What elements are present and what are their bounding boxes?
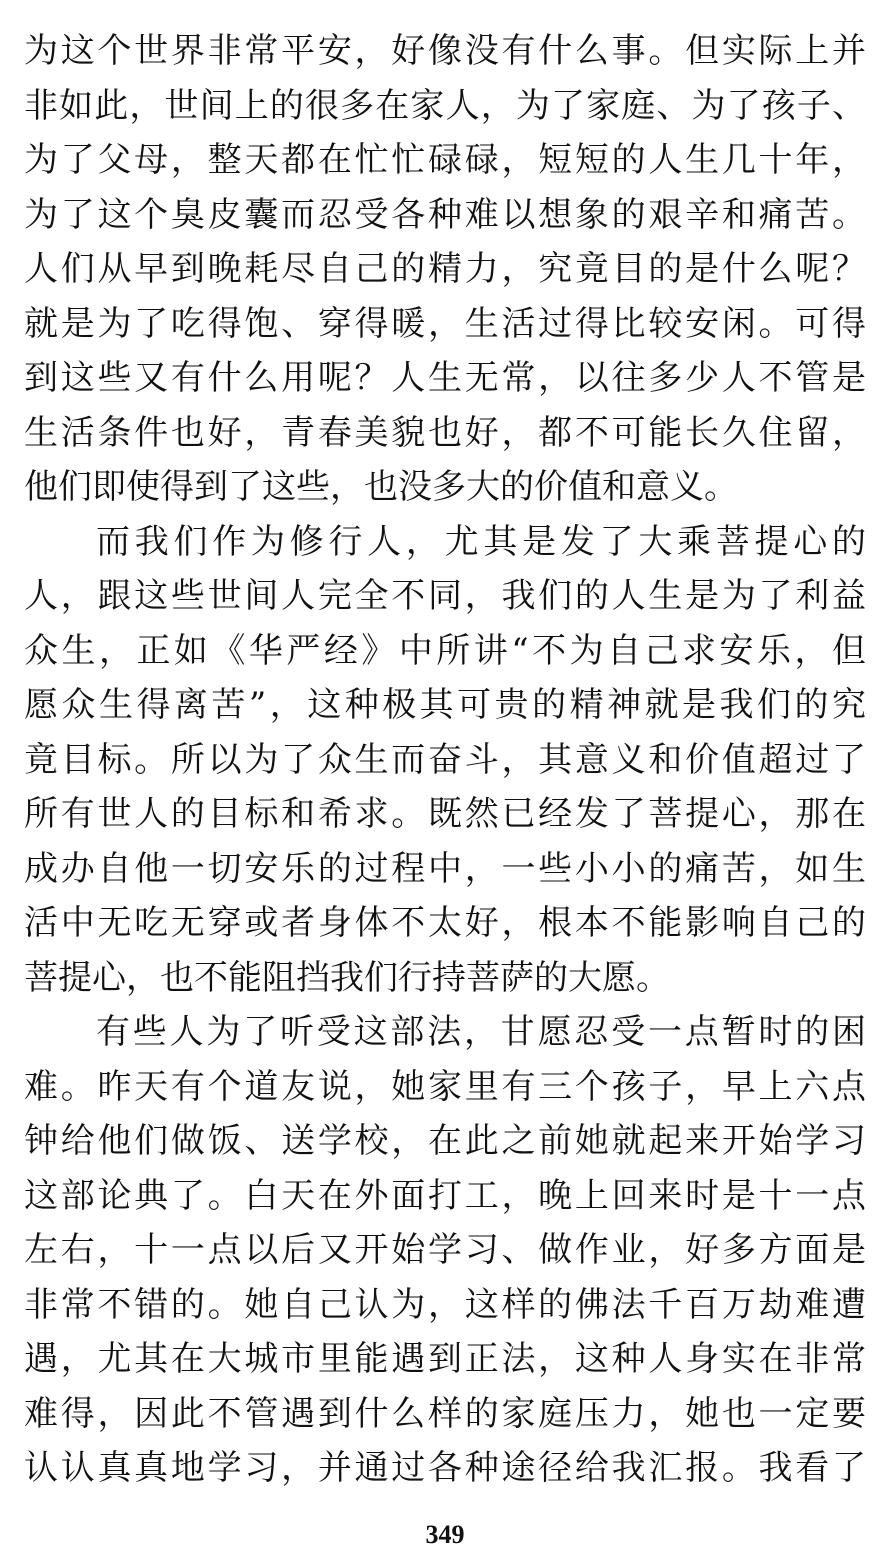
text-line: 所有世人的目标和希求。既然已经发了菩提心，那在 xyxy=(24,794,866,834)
text-line: 钟给他们做饭、送学校，在此之前她就起来开始学习 xyxy=(24,1121,866,1161)
text-line: 难得，因此不管遇到什么样的家庭压力，她也一定要 xyxy=(24,1393,866,1434)
text-line: 这部论典了。白天在外面打工，晚上回来时是十一点 xyxy=(24,1175,866,1216)
text-line: 遇，尤其在大城市里能遇到正法，这种人身实在非常 xyxy=(24,1339,866,1379)
text-line: 为了父母，整天都在忙忙碌碌，短短的人生几十年， xyxy=(24,140,866,180)
paragraph-last-line: 他们即使得到了这些，也没多大的价值和意义。 xyxy=(24,467,738,507)
text-line: 活中无吃无穿或者身体不太好，根本不能影响自己的 xyxy=(24,903,866,943)
text-line: 认认真真地学习，并通过各种途径给我汇报。我看了 xyxy=(24,1448,866,1488)
text-line: 到这些又有什么用呢？人生无常，以往多少人不管是 xyxy=(24,358,866,398)
text-line: 非常不错的。她自己认为，这样的佛法千百万劫难遭 xyxy=(24,1284,866,1325)
page-number: 349 xyxy=(425,1520,465,1549)
text-line: 左右，十一点以后又开始学习、做作业，好多方面是 xyxy=(24,1230,866,1270)
text-line: 为了这个臭皮囊而忍受各种难以想象的艰辛和痛苦。 xyxy=(24,194,866,235)
text-line: 愿众生得离苦”，这种极其可贵的精神就是我们的究 xyxy=(24,685,866,725)
paragraph-first-line: 有些人为了听受这部法，甘愿忍受一点暂时的困 xyxy=(96,1012,866,1052)
text-line: 为这个世界非常平安，好像没有什么事。但实际上并 xyxy=(24,31,866,71)
body-text xyxy=(24,24,866,1496)
text-line: 生活条件也好，青春美貌也好，都不可能长久住留， xyxy=(24,412,866,453)
paragraph-last-line: 菩提心，也不能阻挡我们行持菩萨的大愿。 xyxy=(24,957,670,998)
paragraph-first-line: 而我们作为修行人，尤其是发了大乘菩提心的 xyxy=(96,521,866,562)
text-line: 竟目标。所以为了众生而奋斗，其意义和价值超过了 xyxy=(24,739,866,780)
text-line: 非如此，世间上的很多在家人，为了家庭、为了孩子、 xyxy=(24,85,866,126)
text-line: 就是为了吃得饱、穿得暖，生活过得比较安闲。可得 xyxy=(24,303,866,344)
text-line: 人们从早到晚耗尽自己的精力，究竟目的是什么呢？ xyxy=(24,249,866,289)
text-line: 难。昨天有个道友说，她家里有三个孩子，早上六点 xyxy=(24,1066,866,1107)
text-line: 众生，正如《华严经》中所讲“不为自己求安乐，但 xyxy=(24,630,866,671)
text-line: 人，跟这些世间人完全不同，我们的人生是为了利益 xyxy=(24,576,866,616)
text-line: 成办自他一切安乐的过程中，一些小小的痛苦，如生 xyxy=(24,848,866,889)
